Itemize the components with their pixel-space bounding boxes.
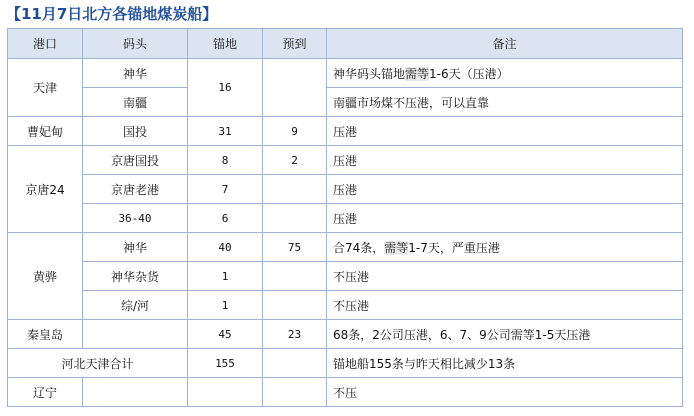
anchorage-cell: 1: [188, 262, 263, 291]
table-row: [8, 88, 683, 117]
header-terminal: 码头: [83, 29, 188, 59]
eta-cell: [263, 204, 327, 233]
note-cell: 不压: [327, 378, 683, 407]
anchorage-cell: 1: [188, 291, 263, 320]
note-cell: 压港: [327, 146, 683, 175]
eta-cell: [263, 378, 327, 407]
eta-cell: [263, 291, 327, 320]
note-cell: 压港: [327, 175, 683, 204]
terminal-cell: 神华杂货: [83, 262, 188, 291]
table-row: [8, 262, 683, 291]
anchorage-cell: [188, 378, 263, 407]
note-text: 1-7天，严重压港: [408, 240, 500, 255]
anchorage-table: [7, 28, 683, 407]
table-row: [8, 378, 683, 407]
eta-cell: [263, 349, 327, 378]
note-cell: 压港: [327, 204, 683, 233]
eta-cell: 2: [263, 146, 327, 175]
header-port: 港口: [8, 29, 83, 59]
eta-cell: [263, 262, 327, 291]
note-cell: 68条，2公司压港，6、7、9公司需等1-5天压港: [327, 320, 683, 349]
terminal-cell: [83, 378, 188, 407]
table-row: [8, 320, 683, 349]
anchorage-cell: 155: [188, 349, 263, 378]
anchorage-cell: 40: [188, 233, 263, 262]
table-row: [8, 175, 683, 204]
terminal-cell: 国投: [83, 117, 188, 146]
note-text: 合74条，: [333, 240, 385, 255]
terminal-cell: 京唐老港: [83, 175, 188, 204]
note-cell: 压港: [327, 117, 683, 146]
header-anchorage: 锚地: [188, 29, 263, 59]
note-cell: [327, 233, 683, 262]
terminal-cell: 京唐国投: [83, 146, 188, 175]
table-row: [8, 59, 683, 88]
header-eta: 预到: [263, 29, 327, 59]
table-row: [8, 291, 683, 320]
note-cell: 不压港: [327, 262, 683, 291]
anchorage-cell: 6: [188, 204, 263, 233]
port-cell: 京唐24: [8, 146, 83, 233]
terminal-cell: [83, 320, 188, 349]
highlighted-text: 需等: [405, 66, 430, 81]
total-label-cell: 河北天津合计: [8, 349, 188, 378]
note-text: 1-6天（压港）: [429, 66, 509, 81]
highlighted-text: 需等: [384, 240, 409, 255]
anchorage-cell: 45: [188, 320, 263, 349]
eta-cell: [263, 59, 327, 117]
note-cell: 不压港: [327, 291, 683, 320]
table-row: [8, 146, 683, 175]
anchorage-cell: 31: [188, 117, 263, 146]
table-row: [8, 349, 683, 378]
table-header-row: [8, 29, 683, 59]
anchorage-cell: 7: [188, 175, 263, 204]
port-cell: 黄骅: [8, 233, 83, 320]
terminal-cell: 南疆: [83, 88, 188, 117]
anchorage-cell: 8: [188, 146, 263, 175]
note-text: 神华码头锚地: [333, 66, 406, 81]
port-cell: 辽宁: [8, 378, 83, 407]
terminal-cell: 36-40: [83, 204, 188, 233]
page-title: 【11月7日北方各锚地煤炭船】: [6, 5, 218, 23]
terminal-cell: 神华: [83, 233, 188, 262]
note-cell: [327, 59, 683, 88]
port-cell: 秦皇岛: [8, 320, 83, 349]
terminal-cell: 综/河: [83, 291, 188, 320]
note-cell: 南疆市场煤不压港，可以直靠: [327, 88, 683, 117]
eta-cell: 23: [263, 320, 327, 349]
eta-cell: 9: [263, 117, 327, 146]
eta-cell: [263, 175, 327, 204]
table-row: [8, 204, 683, 233]
note-cell: 锚地船155条与昨天相比减少13条: [327, 349, 683, 378]
table-row: [8, 233, 683, 262]
header-notes: 备注: [327, 29, 683, 59]
table-row: [8, 117, 683, 146]
terminal-cell: 神华: [83, 59, 188, 88]
eta-cell: 75: [263, 233, 327, 262]
anchorage-cell: 16: [188, 59, 263, 117]
port-cell: 曹妃甸: [8, 117, 83, 146]
port-cell: 天津: [8, 59, 83, 117]
